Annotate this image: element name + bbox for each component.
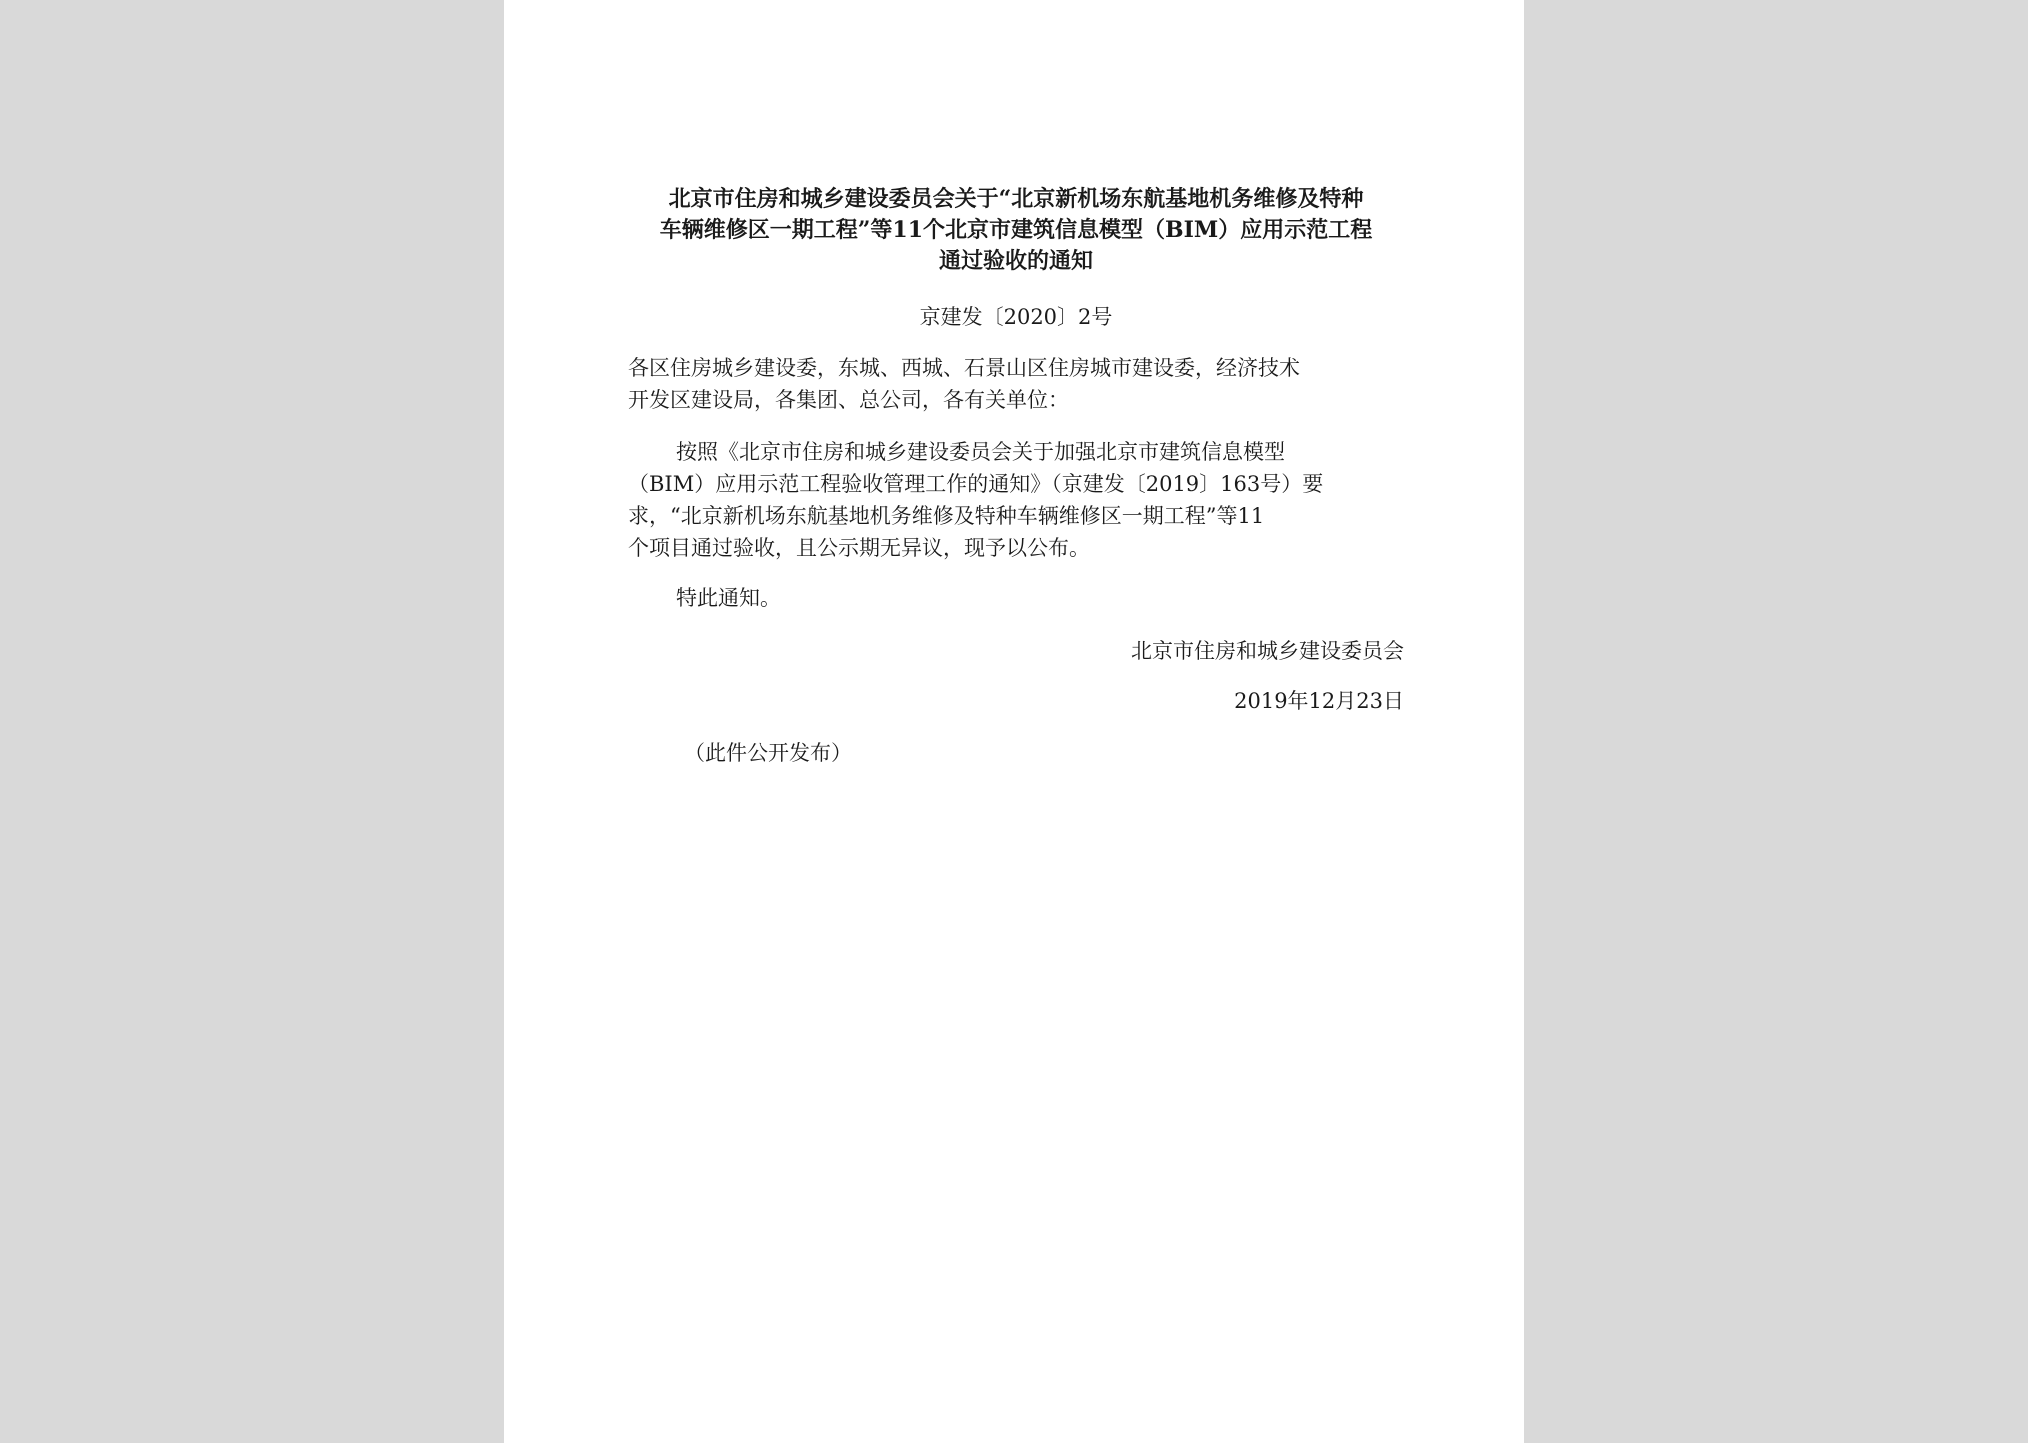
closing-line: 特此通知。 (676, 586, 781, 610)
body-line: （BIM）应用示范工程验收管理工作的通知》（京建发〔2019〕163号）要 (628, 472, 1324, 496)
title-line: 车辆维修区一期工程”等11个北京市建筑信息模型（BIM）应用示范工程 (659, 217, 1373, 243)
body-line: 个项目通过验收，且公示期无异议，现予以公布。 (628, 536, 1090, 560)
body-line: 按照《北京市住房和城乡建设委员会关于加强北京市建筑信息模型 (676, 440, 1285, 464)
addressee-line: 各区住房城乡建设委，东城、西城、石景山区住房城市建设委，经济技术 (628, 356, 1300, 380)
document-number: 京建发〔2020〕2号 (919, 305, 1113, 329)
document-page (504, 0, 1524, 1443)
notice-title (628, 184, 1404, 277)
closing-text (628, 582, 1404, 614)
addressee-line: 开发区建设局，各集团、总公司，各有关单位： (628, 388, 1069, 412)
title-line: 通过验收的通知 (938, 248, 1093, 274)
body-paragraph (628, 436, 1404, 564)
addressee (628, 352, 1404, 416)
issue-date: 2019年12月23日 (1234, 689, 1404, 713)
body-line: 求，“北京新机场东航基地机务维修及特种车辆维修区一期工程”等11 (628, 504, 1265, 528)
title-line: 北京市住房和城乡建设委员会关于“北京新机场东航基地机务维修及特种 (668, 186, 1364, 212)
issuer-signature: 北京市住房和城乡建设委员会 (1131, 639, 1404, 663)
publication-note: （此件公开发布） (684, 741, 852, 765)
